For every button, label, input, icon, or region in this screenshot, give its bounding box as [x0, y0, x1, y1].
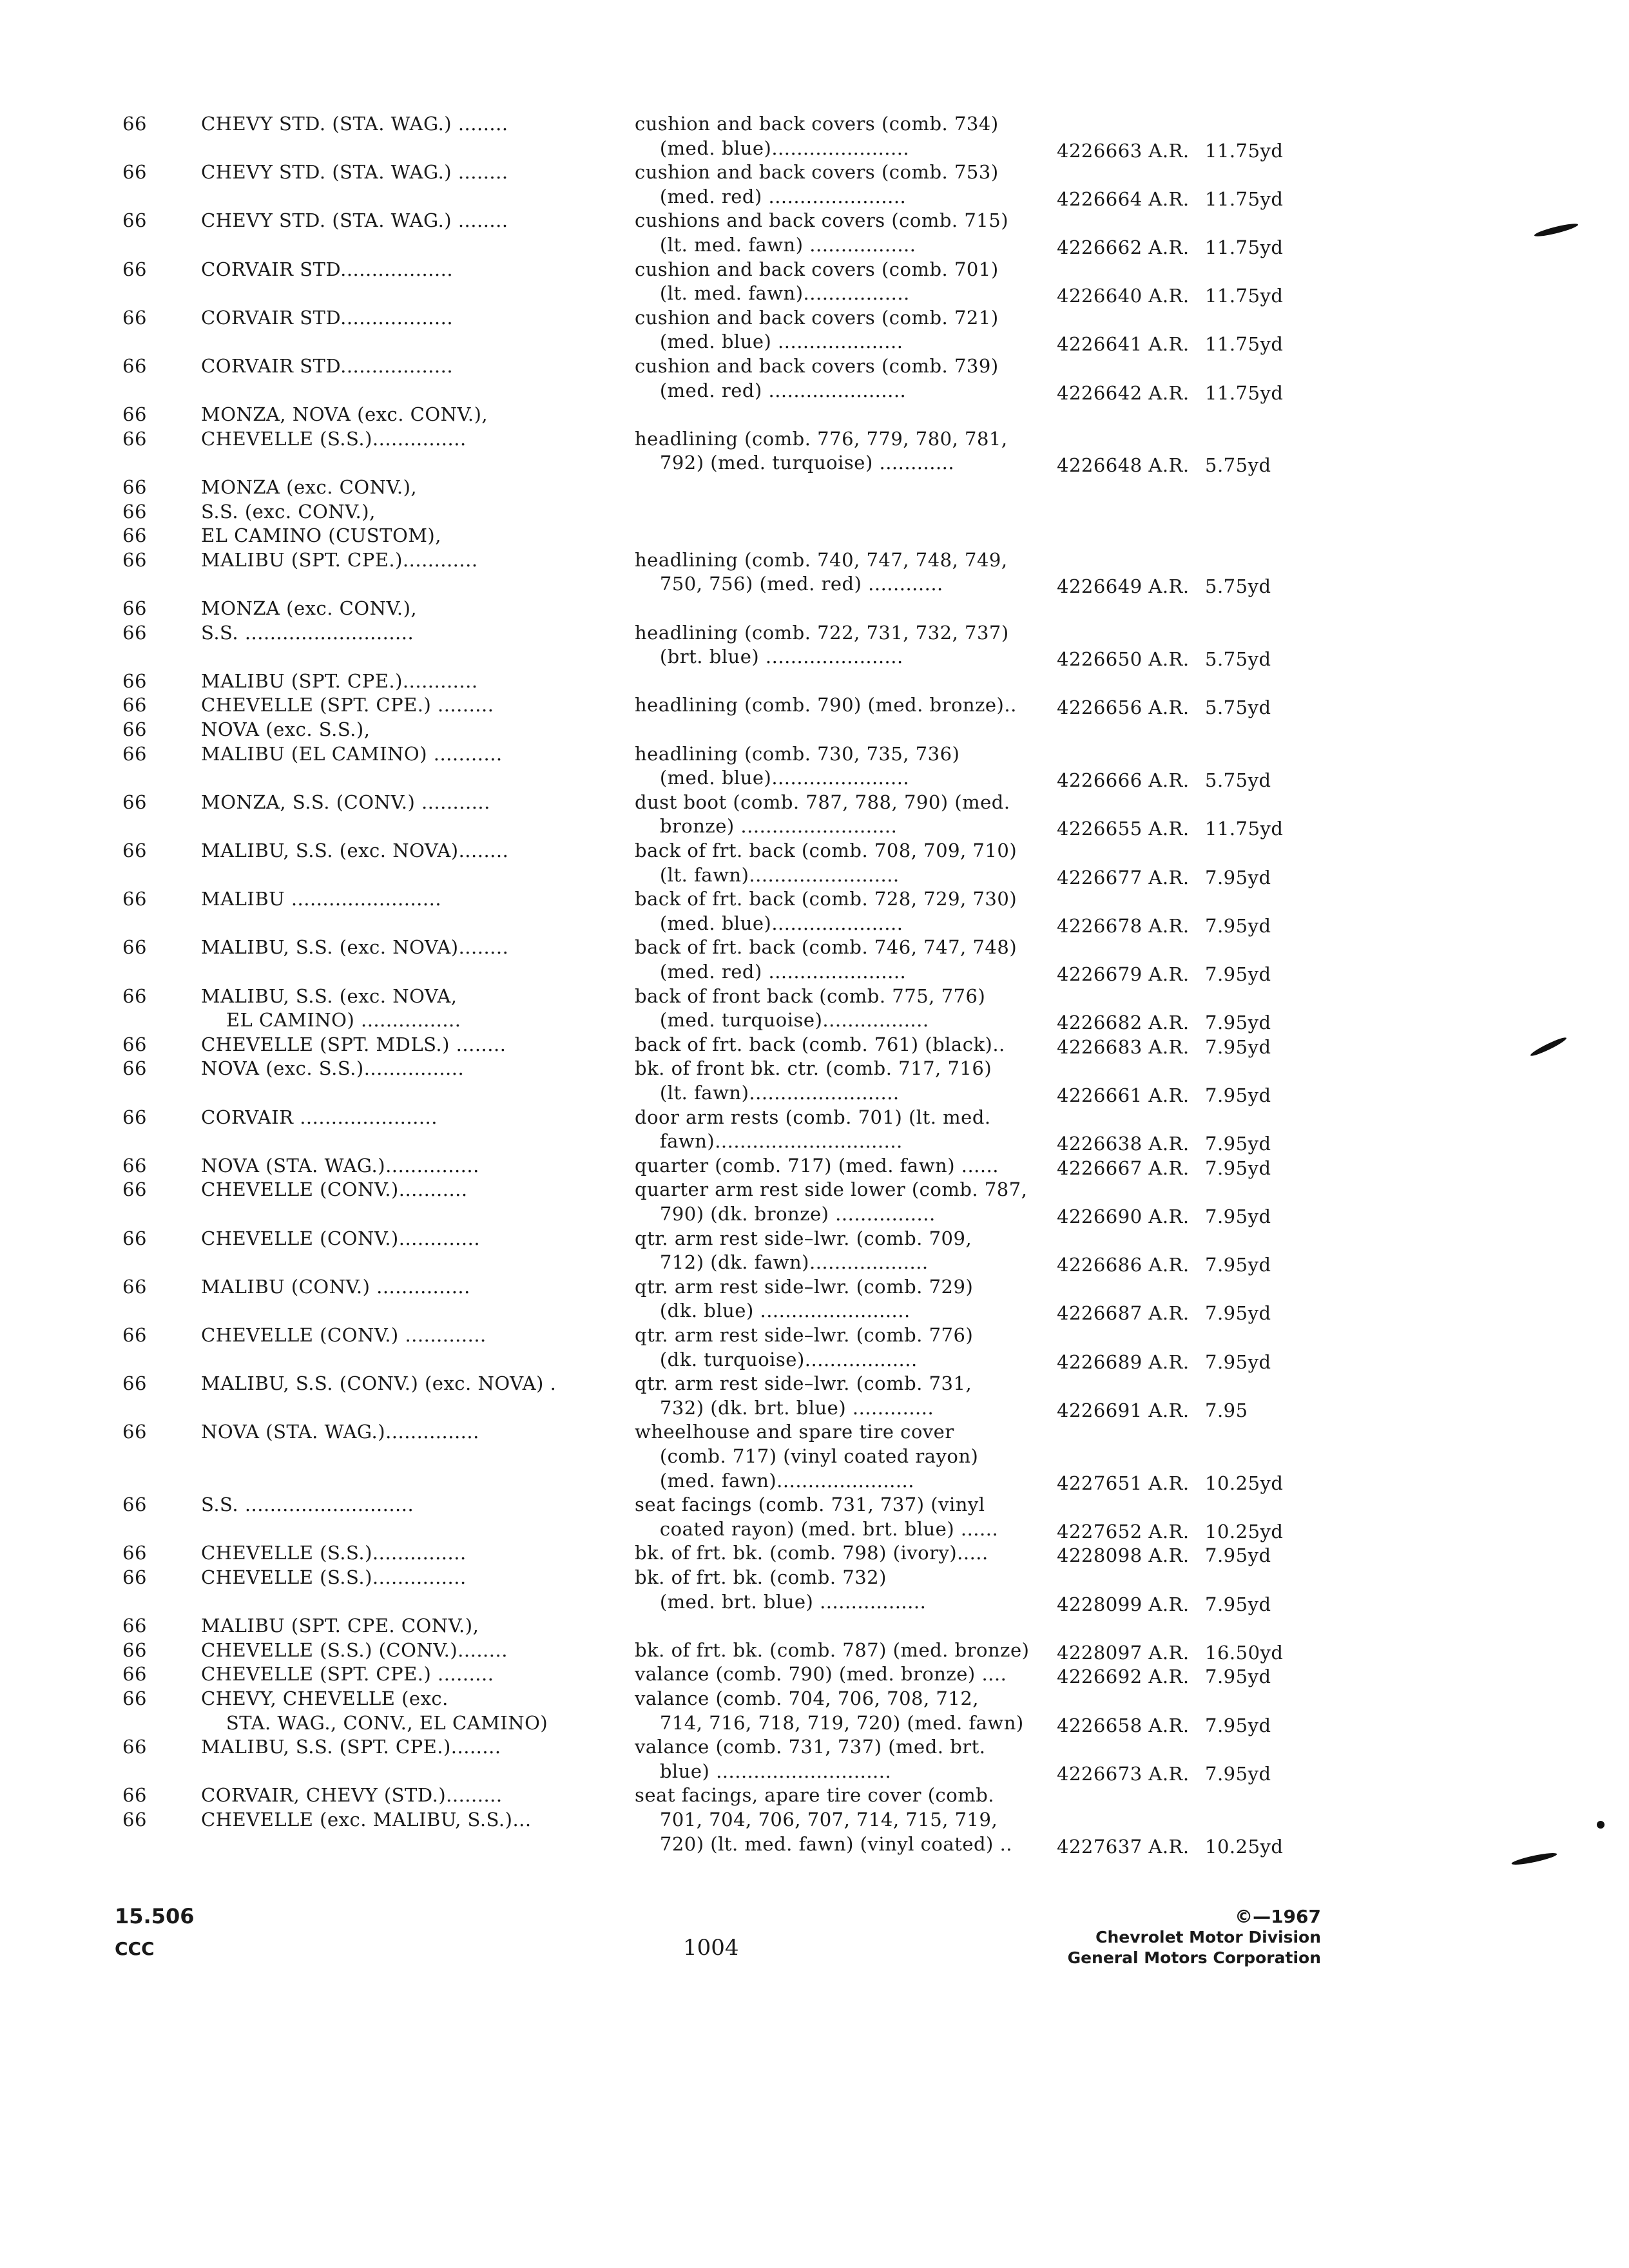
model-name: CHEVELLE (SPT. MDLS.) ........ — [201, 1033, 506, 1055]
model-name: S.S. ........................... — [201, 1494, 414, 1516]
part-number: 4226678 A.R. — [1057, 914, 1190, 937]
model-year: 66 — [122, 694, 147, 716]
model-year: 66 — [122, 161, 147, 184]
unit-price: 5.75yd — [1205, 769, 1271, 792]
part-number: 4226650 A.R. — [1057, 648, 1190, 671]
model-year: 66 — [122, 1639, 147, 1661]
part-description: (med. fawn)...................... — [635, 1469, 914, 1492]
part-description: (lt. med. fawn) ................. — [635, 234, 916, 256]
part-description: blue) ............................ — [635, 1760, 892, 1782]
model-name: MALIBU (EL CAMINO) ........... — [201, 742, 503, 765]
model-name: CHEVELLE (S.S.)............... — [201, 427, 467, 450]
part-description: (med. blue)..................... — [635, 912, 903, 934]
part-description: fawn).............................. — [635, 1130, 903, 1153]
part-description: coated rayon) (med. brt. blue) ...... — [635, 1517, 999, 1540]
model-name: MALIBU, S.S. (exc. NOVA)........ — [201, 936, 509, 959]
part-description: back of frt. back (comb. 746, 747, 748) — [635, 936, 1017, 959]
part-number: 4226648 A.R. — [1057, 454, 1190, 477]
model-year: 66 — [122, 621, 147, 644]
part-number: 4226664 A.R. — [1057, 187, 1190, 210]
unit-price: 7.95yd — [1205, 1302, 1271, 1325]
part-description: back of front back (comb. 775, 776) — [635, 985, 986, 1007]
model-name: NOVA (exc. S.S.)................ — [201, 1057, 465, 1080]
part-number: 4226662 A.R. — [1057, 236, 1190, 258]
model-year: 66 — [122, 1057, 147, 1080]
model-year: 66 — [122, 476, 147, 498]
model-name: MONZA (exc. CONV.), — [201, 597, 418, 619]
part-description: (med. turquoise)................. — [635, 1009, 929, 1032]
part-number: 4226638 A.R. — [1057, 1133, 1190, 1155]
model-year: 66 — [122, 1421, 147, 1443]
part-number: 4228099 A.R. — [1057, 1593, 1190, 1615]
part-number: 4226642 A.R. — [1057, 381, 1190, 404]
part-number: 4226682 A.R. — [1057, 1012, 1190, 1034]
part-description: dust boot (comb. 787, 788, 790) (med. — [635, 791, 1010, 813]
model-name: CORVAIR ...................... — [201, 1106, 438, 1128]
unit-price: 7.95yd — [1205, 1254, 1271, 1276]
model-name: MALIBU, S.S. (SPT. CPE.)........ — [201, 1736, 501, 1758]
model-year: 66 — [122, 403, 147, 426]
model-name: CORVAIR STD.................. — [201, 306, 454, 329]
model-year: 66 — [122, 355, 147, 377]
part-description: (med. blue)...................... — [635, 767, 910, 789]
model-name: MALIBU ........................ — [201, 888, 442, 910]
model-year: 66 — [122, 548, 147, 571]
part-description: (lt. med. fawn)................. — [635, 282, 910, 305]
model-name: CHEVELLE (CONV.)........... — [201, 1178, 468, 1201]
model-year: 66 — [122, 1687, 147, 1709]
model-year: 66 — [122, 1784, 147, 1807]
part-number: 4226666 A.R. — [1057, 769, 1190, 792]
part-description: valance (comb. 790) (med. bronze) .... — [635, 1663, 1007, 1686]
part-number: 4226673 A.R. — [1057, 1762, 1190, 1785]
model-year: 66 — [122, 1275, 147, 1298]
unit-price: 7.95yd — [1205, 1133, 1271, 1155]
model-year: 66 — [122, 427, 147, 450]
model-name: CORVAIR STD.................. — [201, 258, 454, 280]
model-name: MONZA (exc. CONV.), — [201, 476, 418, 498]
model-name: CHEVY STD. (STA. WAG.) ........ — [201, 113, 508, 135]
model-year: 66 — [122, 597, 147, 619]
part-description: cushion and back covers (comb. 753) — [635, 161, 999, 184]
part-description: qtr. arm rest side–lwr. (comb. 729) — [635, 1275, 974, 1298]
unit-price: 7.95yd — [1205, 963, 1271, 985]
part-description: headlining (comb. 730, 735, 736) — [635, 742, 960, 765]
part-description: 792) (med. turquoise) ............ — [635, 452, 955, 474]
part-description: 712) (dk. fawn)................... — [635, 1251, 929, 1274]
unit-price: 7.95yd — [1205, 1762, 1271, 1785]
unit-price: 11.75yd — [1205, 236, 1284, 258]
model-name: MALIBU (SPT. CPE.)............ — [201, 669, 478, 692]
part-description: headlining (comb. 740, 747, 748, 749, — [635, 548, 1008, 571]
model-name: NOVA (STA. WAG.)............... — [201, 1154, 479, 1177]
unit-price: 16.50yd — [1205, 1641, 1284, 1664]
part-description: seat facings, apare tire cover (comb. — [635, 1784, 994, 1807]
model-name: CHEVELLE (S.S.)............... — [201, 1542, 467, 1564]
unit-price: 11.75yd — [1205, 139, 1284, 162]
unit-price: 5.75yd — [1205, 697, 1271, 719]
model-year: 66 — [122, 258, 147, 280]
model-name: MONZA, S.S. (CONV.) ........... — [201, 791, 490, 813]
model-name: EL CAMINO (CUSTOM), — [201, 524, 441, 547]
model-name: CHEVELLE (S.S.)............... — [201, 1566, 467, 1588]
part-description: (lt. fawn)........................ — [635, 1082, 900, 1104]
unit-price: 7.95 — [1205, 1399, 1248, 1421]
model-name: CHEVY, CHEVELLE (exc. — [201, 1687, 448, 1709]
model-name: CORVAIR, CHEVY (STD.)......... — [201, 1784, 503, 1807]
part-description: (dk. turquoise).................. — [635, 1348, 918, 1370]
part-description: back of frt. back (comb. 761) (black).. — [635, 1033, 1005, 1055]
part-number: 4226661 A.R. — [1057, 1084, 1190, 1106]
model-year: 66 — [122, 1033, 147, 1055]
unit-price: 11.75yd — [1205, 381, 1284, 404]
part-description: bronze) ......................... — [635, 815, 898, 838]
part-description: (lt. fawn)........................ — [635, 863, 900, 886]
unit-price: 11.75yd — [1205, 333, 1284, 356]
part-description: bk. of frt. bk. (comb. 787) (med. bronze) — [635, 1639, 1030, 1661]
part-number: 4226656 A.R. — [1057, 697, 1190, 719]
model-name: CHEVELLE (S.S.) (CONV.)........ — [201, 1639, 508, 1661]
model-name: MALIBU (SPT. CPE. CONV.), — [201, 1615, 479, 1637]
unit-price: 7.95yd — [1205, 1593, 1271, 1615]
model-year: 66 — [122, 1372, 147, 1395]
model-name: CHEVELLE (SPT. CPE.) ......... — [201, 1663, 494, 1686]
part-description: headlining (comb. 722, 731, 732, 737) — [635, 621, 1009, 644]
model-name: CHEVY STD. (STA. WAG.) ........ — [201, 161, 508, 184]
model-year: 66 — [122, 936, 147, 959]
model-year: 66 — [122, 669, 147, 692]
unit-price: 7.95yd — [1205, 1714, 1271, 1736]
unit-price: 11.75yd — [1205, 187, 1284, 210]
model-name: MONZA, NOVA (exc. CONV.), — [201, 403, 488, 426]
part-description: 720) (lt. med. fawn) (vinyl coated) .. — [635, 1832, 1013, 1855]
model-year: 66 — [122, 1154, 147, 1177]
part-number: 4228098 A.R. — [1057, 1544, 1190, 1567]
model-year: 66 — [122, 1809, 147, 1831]
unit-price: 7.95yd — [1205, 1157, 1271, 1179]
part-description: qtr. arm rest side–lwr. (comb. 709, — [635, 1227, 972, 1249]
part-number: 4226690 A.R. — [1057, 1206, 1190, 1227]
model-year: 66 — [122, 791, 147, 813]
part-description: back of frt. back (comb. 708, 709, 710) — [635, 840, 1017, 861]
model-year: 66 — [122, 718, 147, 740]
part-description: (med. red) ...................... — [635, 379, 907, 401]
page-number: 1004 — [683, 1935, 739, 1961]
unit-price: 7.95yd — [1205, 914, 1271, 937]
part-description: wheelhouse and spare tire cover — [635, 1421, 954, 1443]
model-name: STA. WAG., CONV., EL CAMINO) — [201, 1711, 548, 1734]
part-description: (med. red) ...................... — [635, 185, 907, 207]
part-number: 4226655 A.R. — [1057, 818, 1190, 840]
model-name: MALIBU, S.S. (CONV.) (exc. NOVA) . — [201, 1372, 557, 1395]
part-description: (med. red) ...................... — [635, 961, 907, 983]
model-year: 66 — [122, 1566, 147, 1588]
model-name: CORVAIR STD.................. — [201, 355, 454, 377]
model-name: CHEVELLE (exc. MALIBU, S.S.)... — [201, 1809, 532, 1831]
part-description: door arm rests (comb. 701) (lt. med. — [635, 1106, 991, 1128]
part-description: headlining (comb. 790) (med. bronze).. — [635, 694, 1017, 716]
unit-price: 10.25yd — [1205, 1835, 1284, 1858]
part-number: 4226683 A.R. — [1057, 1035, 1190, 1058]
model-name: MALIBU, S.S. (exc. NOVA, — [201, 985, 458, 1007]
part-description: cushion and back covers (comb. 721) — [635, 306, 999, 329]
model-year: 66 — [122, 209, 147, 232]
model-name: MALIBU (SPT. CPE.)............ — [201, 548, 478, 571]
part-number: 4226663 A.R. — [1057, 139, 1190, 162]
part-number: 4226649 A.R. — [1057, 575, 1190, 598]
part-number: 4227637 A.R. — [1057, 1835, 1190, 1858]
model-year: 66 — [122, 500, 147, 523]
model-name: MALIBU (CONV.) ............... — [201, 1275, 470, 1298]
model-name: CHEVELLE (SPT. CPE.) ......... — [201, 694, 494, 716]
part-number: 4226689 A.R. — [1057, 1350, 1190, 1373]
part-description: (med. brt. blue) ................. — [635, 1590, 927, 1613]
part-description: cushion and back covers (comb. 739) — [635, 355, 999, 377]
part-description: (comb. 717) (vinyl coated rayon) — [635, 1445, 979, 1467]
part-number: 4226692 A.R. — [1057, 1666, 1190, 1688]
model-year: 66 — [122, 1106, 147, 1128]
model-year: 66 — [122, 306, 147, 329]
unit-price: 7.95yd — [1205, 1544, 1271, 1567]
corporation-name: General Motors Corporation — [1067, 1948, 1321, 1967]
model-name: S.S. ........................... — [201, 621, 414, 644]
part-description: qtr. arm rest side–lwr. (comb. 776) — [635, 1324, 974, 1346]
unit-price: 5.75yd — [1205, 454, 1271, 477]
part-number: 4226677 A.R. — [1057, 866, 1190, 889]
model-year: 66 — [122, 1227, 147, 1249]
part-description: (med. blue)...................... — [635, 137, 910, 159]
part-description: quarter arm rest side lower (comb. 787, — [635, 1178, 1028, 1201]
part-description: bk. of front bk. ctr. (comb. 717, 716) — [635, 1057, 992, 1080]
model-name: CHEVY STD. (STA. WAG.) ........ — [201, 209, 508, 232]
division-code: CCC — [115, 1938, 155, 1959]
model-year: 66 — [122, 1324, 147, 1346]
model-year: 66 — [122, 888, 147, 910]
unit-price: 10.25yd — [1205, 1520, 1284, 1542]
model-name: NOVA (STA. WAG.)............... — [201, 1421, 479, 1443]
unit-price: 11.75yd — [1205, 818, 1284, 840]
company-name: Chevrolet Motor Division — [1095, 1928, 1321, 1946]
scan-mark — [1597, 1821, 1605, 1829]
model-year: 66 — [122, 1736, 147, 1758]
unit-price: 7.95yd — [1205, 866, 1271, 889]
part-number: 4226667 A.R. — [1057, 1157, 1190, 1179]
part-description: cushions and back covers (comb. 715) — [635, 209, 1009, 232]
part-description: bk. of frt. bk. (comb. 732) — [635, 1566, 887, 1588]
part-description: (med. blue) .................... — [635, 331, 903, 353]
model-name: NOVA (exc. S.S.), — [201, 718, 371, 740]
model-name: EL CAMINO) ................ — [201, 1009, 461, 1032]
part-description: seat facings (comb. 731, 737) (vinyl — [635, 1494, 985, 1516]
part-number: 4226640 A.R. — [1057, 285, 1190, 307]
part-description: 701, 704, 706, 707, 714, 715, 719, — [635, 1809, 998, 1831]
part-number: 4226686 A.R. — [1057, 1254, 1190, 1276]
part-description: 732) (dk. brt. blue) ............. — [635, 1396, 934, 1419]
part-description: quarter (comb. 717) (med. fawn) ...... — [635, 1154, 999, 1177]
document-number: 15.506 — [115, 1904, 195, 1928]
model-year: 66 — [122, 113, 147, 135]
part-description: bk. of frt. bk. (comb. 798) (ivory)..... — [635, 1542, 988, 1564]
unit-price: 7.95yd — [1205, 1035, 1271, 1058]
unit-price: 5.75yd — [1205, 648, 1271, 671]
model-year: 66 — [122, 1663, 147, 1686]
part-description: cushion and back covers (comb. 701) — [635, 258, 999, 280]
part-description: (dk. blue) ........................ — [635, 1300, 911, 1322]
unit-price: 7.95yd — [1205, 1084, 1271, 1106]
part-number: 4226687 A.R. — [1057, 1302, 1190, 1325]
model-year: 66 — [122, 840, 147, 861]
part-description: 790) (dk. bronze) ................ — [635, 1203, 936, 1225]
unit-price: 10.25yd — [1205, 1472, 1284, 1494]
part-description: 750, 756) (med. red) ............ — [635, 573, 943, 595]
part-description: (brt. blue) ...................... — [635, 646, 903, 668]
model-name: CHEVELLE (CONV.) ............. — [201, 1324, 487, 1346]
unit-price: 7.95yd — [1205, 1350, 1271, 1373]
model-year: 66 — [122, 742, 147, 765]
model-name: S.S. (exc. CONV.), — [201, 500, 376, 523]
part-number: 4226658 A.R. — [1057, 1714, 1190, 1736]
part-description: valance (comb. 731, 737) (med. brt. — [635, 1736, 986, 1758]
model-year: 66 — [122, 1178, 147, 1201]
model-year: 66 — [122, 985, 147, 1007]
unit-price: 7.95yd — [1205, 1012, 1271, 1034]
copyright-notice: ©—1967 — [1235, 1906, 1321, 1927]
part-description: back of frt. back (comb. 728, 729, 730) — [635, 888, 1017, 910]
part-description: 714, 716, 718, 719, 720) (med. fawn) — [635, 1711, 1024, 1734]
part-description: headlining (comb. 776, 779, 780, 781, — [635, 427, 1008, 450]
part-number: 4227651 A.R. — [1057, 1472, 1190, 1494]
unit-price: 7.95yd — [1205, 1206, 1271, 1227]
part-number: 4226679 A.R. — [1057, 963, 1190, 985]
part-number: 4226691 A.R. — [1057, 1399, 1190, 1421]
unit-price: 11.75yd — [1205, 285, 1284, 307]
model-year: 66 — [122, 524, 147, 547]
model-name: CHEVELLE (CONV.)............. — [201, 1227, 481, 1249]
part-description: cushion and back covers (comb. 734) — [635, 113, 999, 135]
model-name: MALIBU, S.S. (exc. NOVA)........ — [201, 840, 509, 861]
part-description: qtr. arm rest side–lwr. (comb. 731, — [635, 1372, 972, 1395]
part-number: 4228097 A.R. — [1057, 1641, 1190, 1664]
part-description: valance (comb. 704, 706, 708, 712, — [635, 1687, 979, 1709]
model-year: 66 — [122, 1494, 147, 1516]
unit-price: 5.75yd — [1205, 575, 1271, 598]
unit-price: 7.95yd — [1205, 1666, 1271, 1688]
model-year: 66 — [122, 1542, 147, 1564]
model-year: 66 — [122, 1615, 147, 1637]
part-number: 4227652 A.R. — [1057, 1520, 1190, 1542]
part-number: 4226641 A.R. — [1057, 333, 1190, 356]
